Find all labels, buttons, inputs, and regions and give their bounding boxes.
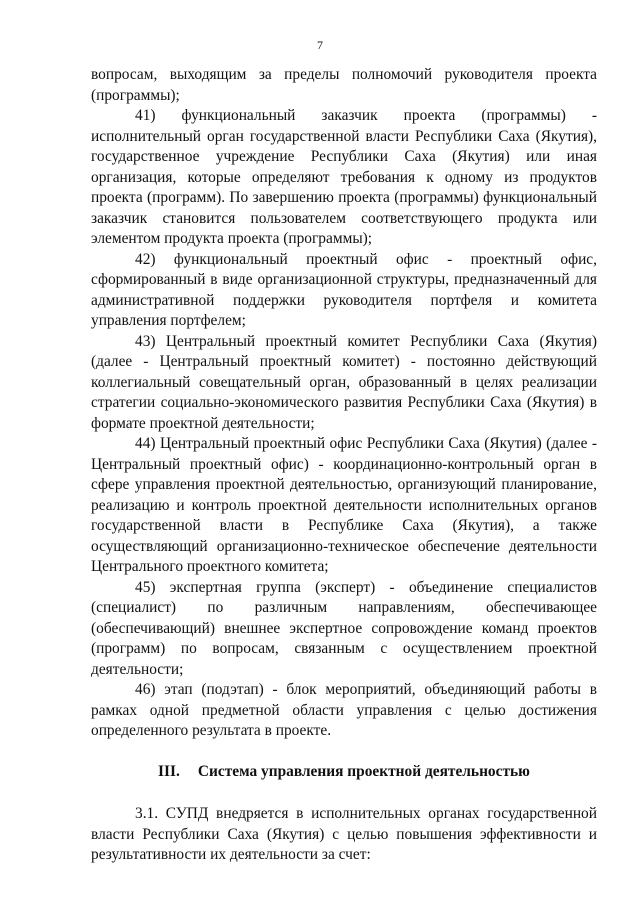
section-title: Система управления проектной деятельностью: [197, 762, 530, 780]
page-number: 7: [317, 38, 323, 52]
paragraph-continuation: вопросам, выходящим за пределы полномочий руководителя проекта (программы);: [91, 66, 597, 104]
definition-42: 42) функциональный проектный офис - проектный офис, сформированный в виде организационной структуры, предназначенный для административной поддержки руководителя портфеля и комитета управления портфелем;: [91, 250, 597, 329]
definition-43: 43) Центральный проектный комитет Республики Саха (Якутия) (далее - Центральный проектный комитет) - постоянно действующий коллегиальный совещательный орган, образованный в целях реализации стратегии социально-экономического развития Республики Саха (Якутия) в формате проектной деятельности;: [91, 332, 597, 432]
definition-46: 46) этап (подэтап) - блок мероприятий, объединяющий работы в рамках одной предметной области управления с целью достижения определенного результата в проекте.: [91, 681, 597, 739]
definition-41: 41) функциональный заказчик проекта (программы) - исполнительный орган государственной власти Республики Саха (Якутия), государственное учреждение Республики Саха (Якутия) или иная организация, которые определяют требования к одному из продуктов проекта (программ). По завершению проекта (программы) функциональный заказчик становится пользователем соответствующего продукта или элементом продукта проекта (программы);: [91, 107, 597, 247]
definition-44: 44) Центральный проектный офис Республики Саха (Якутия) (далее - Центральный проектный офис) - координационно-контрольный орган в сфере управления проектной деятельностью, организующий планирование, реализацию и контроль проектной деятельности исполнительных органов государственной власти в Республике Саха (Якутия), а также осуществляющий организационно-техническое обеспечение деятельности Центрального проектного комитета;: [91, 435, 597, 575]
section-heading: [91, 762, 597, 783]
document-body: [91, 65, 597, 866]
section-number: III.: [158, 762, 180, 780]
paragraph-3-1: 3.1. СУПД внедряется в исполнительных органах государственной власти Республики Саха (Якутия) с целью повышения эффективности и результативности их деятельности за счет:: [91, 805, 597, 863]
definition-45: 45) экспертная группа (эксперт) - объединение специалистов (специалист) по различным направлениям, обеспечивающее (обеспечивающий) внешнее экспертное сопровождение команд проектов (программ) по вопросам, связанным с осуществлением проектной деятельности;: [91, 578, 597, 678]
